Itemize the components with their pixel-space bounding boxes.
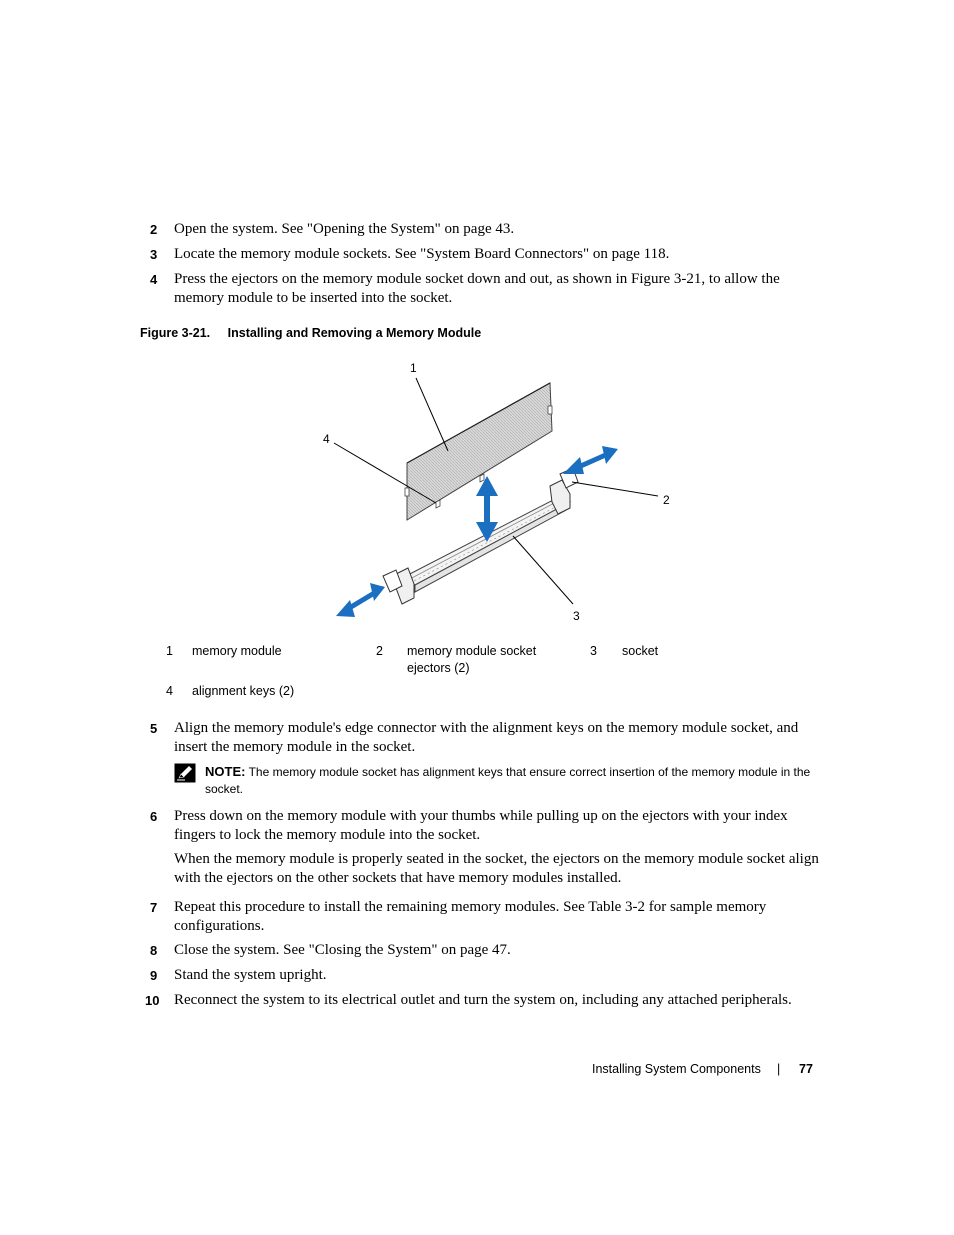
legend-number: 1 bbox=[166, 644, 173, 658]
note-pencil-icon bbox=[174, 763, 196, 783]
step-text: Repeat this procedure to install the remaining memory modules. See Table 3-2 for sample memory configurations. bbox=[174, 899, 767, 934]
step-2 bbox=[150, 220, 820, 239]
step-7 bbox=[150, 898, 820, 936]
step-number: 3 bbox=[150, 247, 158, 262]
step-6 bbox=[150, 807, 820, 845]
note-text bbox=[205, 763, 819, 798]
step-text: Align the memory module's edge connector with the alignment keys on the memory module socket, and insert the memory module in the socket. bbox=[174, 720, 799, 755]
step-text: Stand the system upright. bbox=[174, 967, 327, 983]
step-number: 4 bbox=[150, 272, 158, 287]
legend-number: 2 bbox=[376, 644, 383, 658]
page-number: 77 bbox=[799, 1062, 813, 1076]
step-number: 9 bbox=[150, 968, 158, 983]
step-text: Close the system. See "Closing the System" on page 47. bbox=[174, 942, 511, 958]
step-text: Locate the memory module sockets. See "System Board Connectors" on page 118. bbox=[174, 246, 670, 262]
arrow-ejector-right bbox=[563, 446, 618, 474]
legend-number: 3 bbox=[590, 644, 597, 658]
step-9 bbox=[150, 966, 820, 985]
legend-text: socket bbox=[622, 644, 659, 658]
step-text: Press down on the memory module with your thumbs while pulling up on the ejectors with your index fingers to lock the memory module into the socket. bbox=[174, 808, 788, 843]
callout-2: 2 bbox=[663, 493, 670, 507]
arrow-ejector-left bbox=[336, 583, 385, 617]
step-number: 7 bbox=[150, 900, 158, 915]
note-label: NOTE: bbox=[205, 764, 246, 779]
step-10 bbox=[145, 991, 820, 1010]
note-box bbox=[174, 763, 819, 798]
step-number: 10 bbox=[145, 993, 160, 1008]
step-5 bbox=[150, 719, 820, 757]
callout-4: 4 bbox=[323, 432, 330, 446]
legend-text: memory module bbox=[192, 644, 282, 658]
footer-separator: | bbox=[777, 1062, 781, 1076]
step-8 bbox=[150, 941, 820, 960]
footer-section-title: Installing System Components bbox=[592, 1062, 761, 1076]
step-text: Press the ejectors on the memory module socket down and out, as shown in Figure 3-21, to allow the memory module to be inserted into the socket. bbox=[174, 271, 780, 306]
step-text: Reconnect the system to its electrical outlet and turn the system on, including any attached peripherals. bbox=[174, 992, 792, 1008]
callout-1: 1 bbox=[410, 361, 417, 375]
note-body: The memory module socket has alignment keys that ensure correct insertion of the memory module in the socket. bbox=[205, 765, 811, 796]
figure-title: Installing and Removing a Memory Module bbox=[227, 326, 482, 340]
step-6-paragraph: When the memory module is properly seated in the socket, the ejectors on the memory module socket align with the ejectors on the other sockets that have memory modules installed. bbox=[174, 851, 819, 886]
step-4 bbox=[150, 270, 820, 308]
legend-number: 4 bbox=[166, 684, 173, 698]
step-number: 2 bbox=[150, 222, 158, 237]
memory-module-illustration bbox=[320, 356, 690, 626]
step-number: 8 bbox=[150, 943, 158, 958]
figure-label: Figure 3-21. bbox=[140, 326, 211, 340]
step-number: 5 bbox=[150, 721, 158, 736]
callout-3: 3 bbox=[573, 609, 580, 623]
step-text: Open the system. See "Opening the System" on page 43. bbox=[174, 221, 515, 237]
step-number: 6 bbox=[150, 809, 158, 824]
legend-text: memory module socket ejectors (2) bbox=[407, 644, 537, 675]
legend-text: alignment keys (2) bbox=[192, 684, 295, 698]
step-3 bbox=[150, 245, 820, 264]
figure-caption bbox=[140, 326, 481, 340]
